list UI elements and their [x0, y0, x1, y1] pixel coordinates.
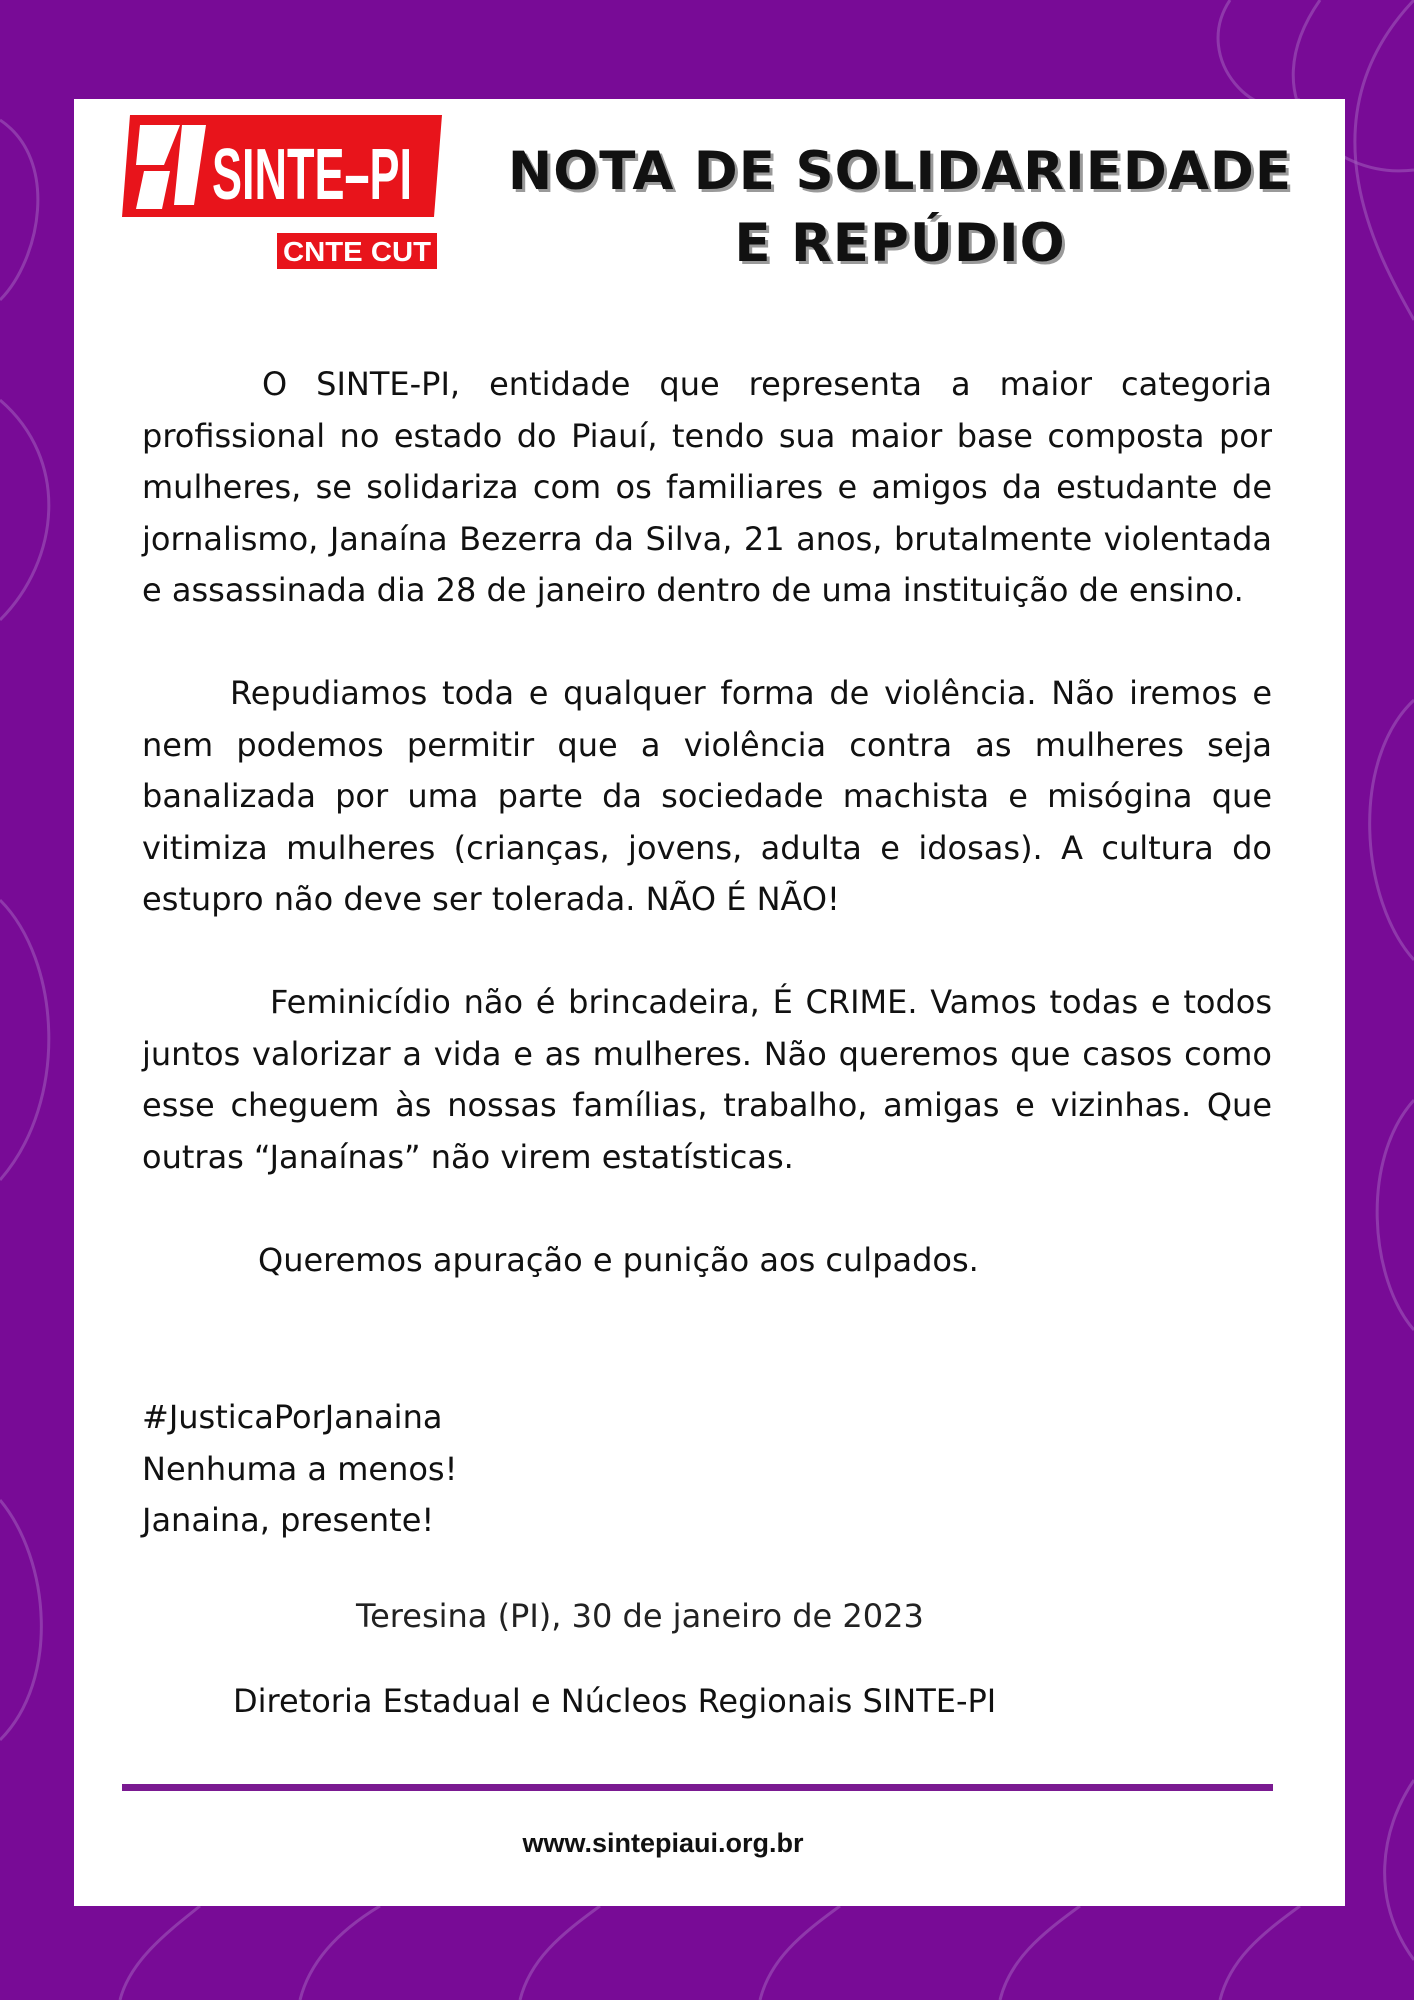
hashtag: #JusticaPorJanaina [142, 1398, 443, 1436]
sinte-pi-logo [122, 113, 444, 273]
title-line-2: E REPÚDIO [734, 213, 1066, 274]
divider [122, 1784, 1273, 1791]
paragraph-repudiation: Repudiamos toda e qualquer forma de violência. Não iremos e nem podemos permitir que a violência contra as mulheres seja banalizada por uma parte da sociedade machista e misógina que vitimiza mulheres (crianças, jovens, adulta e idosas). A cultura do estupro não deve ser tolerada. NÃO É NÃO! [142, 674, 1272, 918]
date-line: Teresina (PI), 30 de janeiro de 2023 [356, 1597, 924, 1635]
slogan-nenhuma: Nenhuma a menos! [142, 1449, 458, 1488]
signature: Diretoria Estadual e Núcleos Regionais SINTE-PI [233, 1682, 997, 1720]
svg-text:SINTE–PI: SINTE–PI [212, 135, 412, 215]
paragraph-feminicide: Feminicídio não é brincadeira, É CRIME. Vamos todas e todos juntos valorizar a vida e as mulheres. Não queremos que casos como esse cheguem às nossas famílias, trabalho, amigas e vizinhas. Que outras “Janaínas” não virem estatísticas. [142, 983, 1272, 1176]
website-link[interactable]: www.sintepiaui.org.br [522, 1828, 804, 1858]
document-title [470, 136, 1330, 280]
paragraph-solidarity: O SINTE-PI, entidade que representa a maior categoria profissional no estado do Piauí, tendo sua maior base composta por mulheres, se solidariza com os familiares e amigos da estudante de jornalismo, Janaína Bezerra da Silva, 21 anos, brutalmente violentada e assassinada dia 28 de janeiro dentro de uma instituição de ensino. [142, 365, 1272, 609]
paragraph-demand: Queremos apuração e punição aos culpados. [258, 1240, 979, 1279]
svg-text:CNTE CUT: CNTE CUT [283, 236, 431, 267]
slogans [142, 1392, 457, 1547]
document-body [142, 359, 1272, 1286]
title-line-1: NOTA DE SOLIDARIEDADE [507, 141, 1293, 202]
slogan-presente: Janaina, presente! [142, 1501, 435, 1539]
